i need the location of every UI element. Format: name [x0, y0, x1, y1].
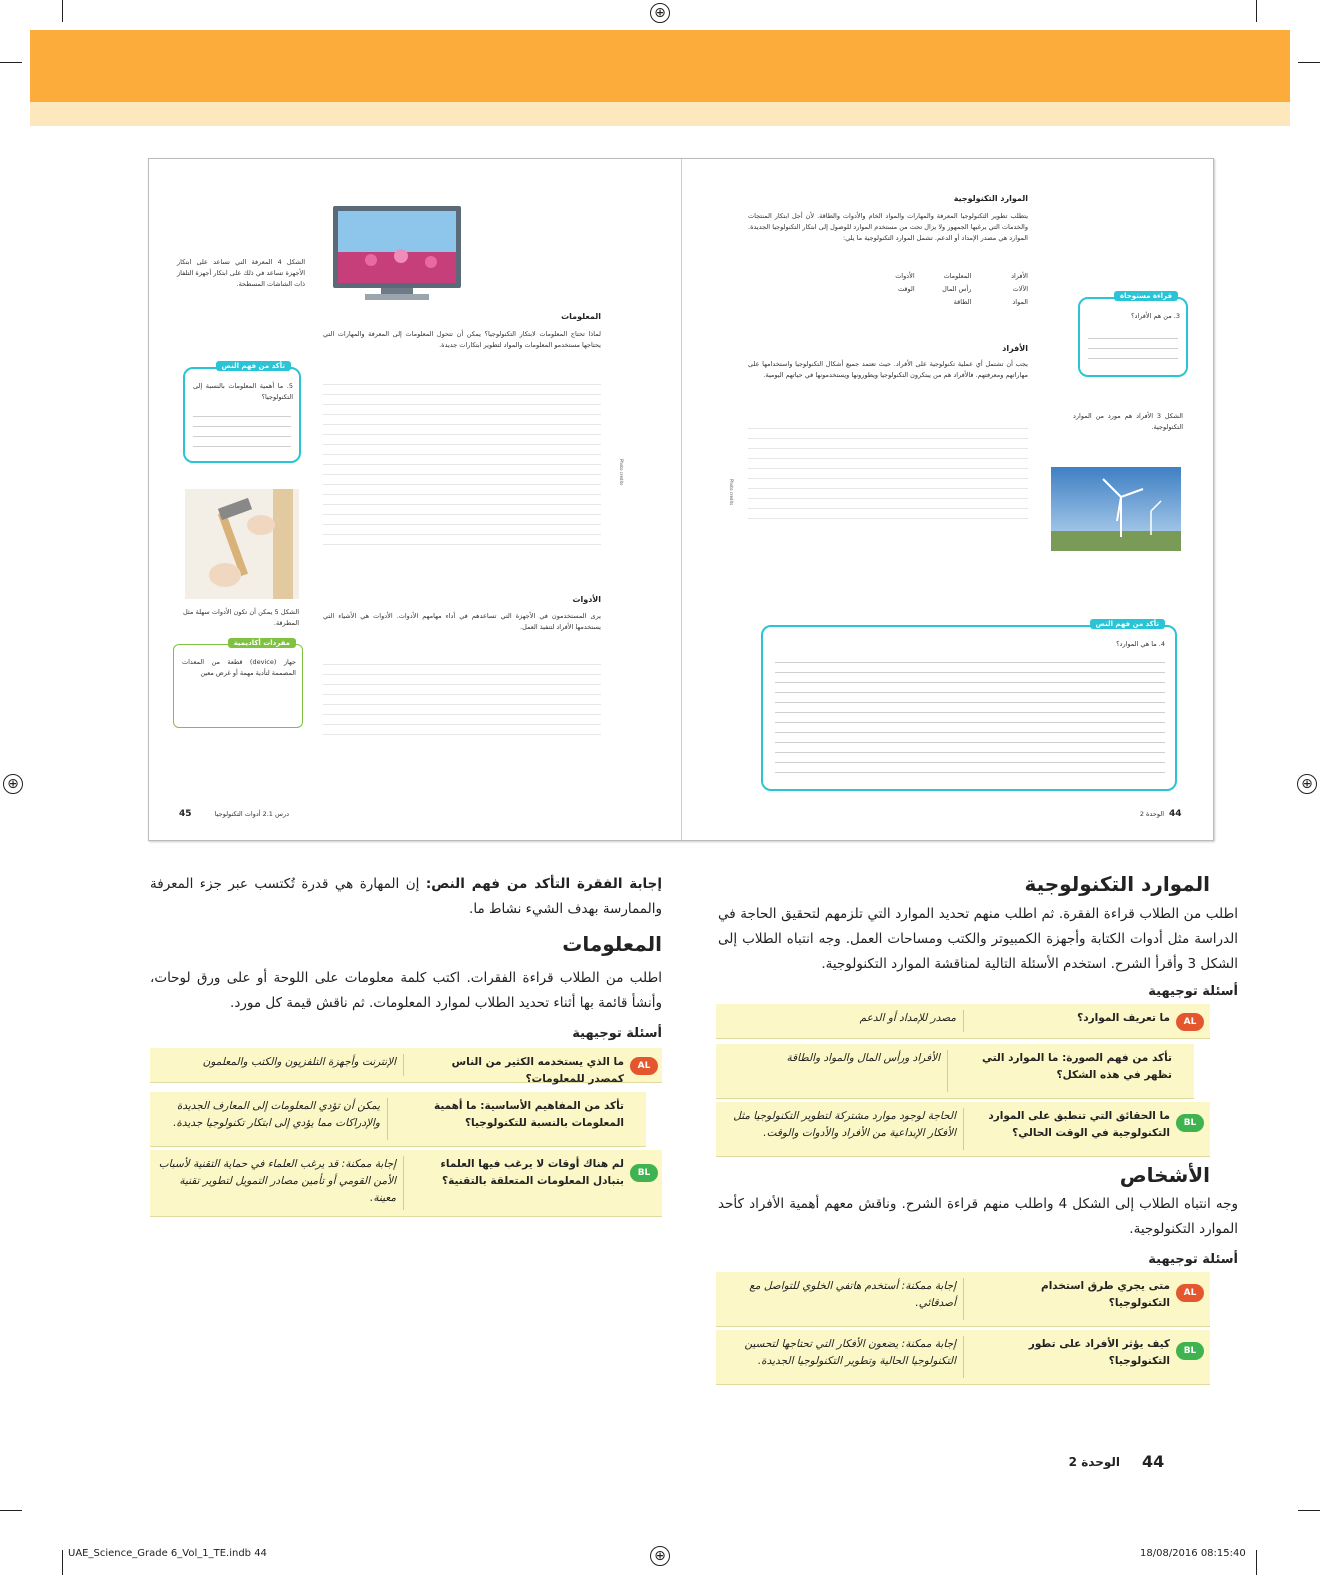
photo-credits: Photo credits: [619, 459, 624, 486]
crop-mark: [62, 1550, 63, 1575]
registration-mark-icon: ⊕: [3, 774, 23, 794]
header-banner-strip: [30, 102, 1290, 126]
bubble-tag: تأكد من فهم النص: [1090, 619, 1165, 629]
intro-paragraph: اطلب من الطلاب قراءة الفقرة. ثم اطلب منهم تحديد الموارد التي تلزمهم لتحقيق الحاجة في الدراسة مثل أدوات الكتابة وأجهزة الكمبيوتر والكتب ومساحات العمل. وجه انتباه الطلاب إلى الشكل 3 وأقرأ الشرح. استخدم الأسئلة التالية لمناقشة الموارد التكنولوجية.: [718, 906, 1238, 972]
crop-mark: [1256, 1550, 1257, 1575]
crop-mark: [1256, 0, 1257, 22]
thumb-check-bubble: [761, 620, 1177, 791]
thumb-page-number-right: 44: [1169, 809, 1182, 819]
bubble-question: 5. ما أهمية المعلومات بالنسبة إلى التكنولوجيا؟: [193, 382, 293, 401]
thumb-text-lines: [323, 375, 601, 545]
question-text: ما الحقائق التي تنطبق على الموارد التكنولوجية في الوقت الحالي؟: [988, 1110, 1170, 1139]
question-text: ما الذي يستخدمه الكثير من الناس كمصدر للمعلومات؟: [451, 1056, 624, 1085]
bullet-item: المواد: [1012, 298, 1028, 306]
crop-mark: [1298, 1510, 1320, 1511]
thumb-right-people-heading: الأفراد: [1002, 344, 1028, 353]
thumb-fig3-caption: الشكل 3 الأفراد هم مورد من الموارد التكنولوجية.: [1073, 412, 1183, 431]
section-title-people: الأشخاص: [1119, 1163, 1210, 1187]
information-paragraph: اطلب من الطلاب قراءة الفقرات. اكتب كلمة معلومات على اللوحة أو على ورق لوحات، وأنشأ قائمة بها أثناء تحديد الطلاب لموارد المعلومات. ثم ناقش قيمة كل مورد.: [150, 970, 662, 1011]
question-text: تأكد من المفاهيم الأساسية: ما أهمية المعلومات بالنسبة للتكنولوجيا؟: [433, 1100, 624, 1129]
thumb-text-lines: [323, 655, 601, 735]
bullet-item: الأفراد: [1011, 272, 1028, 280]
level-badge-al: AL: [630, 1057, 658, 1075]
thumb-right-text-lines: [748, 419, 1028, 519]
answer-lines: [193, 407, 291, 455]
bullet-item: الوقت: [898, 285, 915, 293]
thumb-unit-left: درس 2.1 أدوات التكنولوجيا: [214, 810, 289, 818]
thumb-fig4-caption: الشكل 4 المعرفة التي تساعد على ابتكار الأجهزة تساعد في ذلك على ابتكار أجهزة التلفاز ذات الشاشات المسطحة.: [177, 258, 306, 288]
hammer-photo: [185, 489, 299, 599]
thumb-question-bubble: [1078, 292, 1188, 377]
photo-credits: Photo credits: [729, 479, 734, 506]
question-text: كيف يؤثر الأفراد على تطور التكنولوجيا؟: [1028, 1338, 1170, 1367]
level-badge-al: AL: [1176, 1013, 1204, 1031]
bullet-item: الطاقة: [953, 298, 972, 306]
header-banner: [30, 30, 1290, 102]
check-answer-paragraph: [150, 872, 662, 922]
question-text: متى يجري طرق استخدام التكنولوجيا؟: [1041, 1280, 1170, 1309]
thumb-page-number-left: 45: [179, 809, 192, 819]
crop-mark: [0, 1510, 22, 1511]
answer-text: مصدر للإمداد أو الدعم: [859, 1012, 956, 1024]
column-divider: [403, 1054, 404, 1076]
answer-text: الحاجة لوجود موارد مشتركة لتطوير التكنولوجيا مثل الأفكار الإبداعية من الأفراد والأدوات والوقت.: [733, 1110, 956, 1139]
answer-text: إجابة ممكنة: يضعون الأفكار التي تحتاجها لتحسين التكنولوجيا الحالية وتطوير التكنولوجيا الجديدة.: [744, 1338, 956, 1367]
question-row: [150, 1150, 662, 1217]
section-title-tech-resources: الموارد التكنولوجية: [1024, 872, 1210, 896]
level-badge-al: AL: [1176, 1284, 1204, 1302]
thumb-unit-right: الوحدة 2: [1139, 810, 1164, 818]
bullet-item: المعلومات: [943, 272, 972, 280]
question-row: [716, 1330, 1210, 1385]
level-badge-bl: BL: [1176, 1114, 1204, 1132]
check-answer-text: إن المهارة هي قدرة تُكتسب عبر جزء المعرفة والممارسة بهدف الشيء نشاط ما.: [150, 876, 662, 917]
question-row: [716, 1004, 1210, 1039]
guide-questions-heading: أسئلة توجيهية: [1148, 984, 1238, 999]
question-row: [150, 1048, 662, 1083]
guide-questions-heading: أسئلة توجيهية: [572, 1026, 662, 1041]
registration-mark-icon: ⊕: [650, 1546, 670, 1566]
bullet-item: الآلات: [1012, 285, 1028, 293]
flat-screen-tv-image: [331, 204, 463, 304]
level-badge-bl: BL: [1176, 1342, 1204, 1360]
bubble-question: 4. ما هي الموارد؟: [1116, 640, 1165, 648]
crop-mark: [1298, 62, 1320, 63]
answer-text: يمكن أن تؤدي المعلومات إلى المعارف الجديدة والإدراكات مما يؤدي إلى ابتكار تكنولوجيا جديدة.: [173, 1100, 380, 1129]
thumb-info-heading: المعلومات: [561, 312, 601, 321]
answer-lines: [775, 653, 1165, 781]
thumb-check-bubble: [183, 362, 301, 463]
thumb-tools-heading: الأدوات: [572, 595, 601, 604]
registration-mark-icon: ⊕: [650, 3, 670, 23]
check-answer-label: إجابة الفقرة التأكد من فهم النص:: [425, 876, 662, 892]
column-divider: [947, 1050, 948, 1092]
print-date: 18/08/2016 08:15:40: [1140, 1548, 1246, 1559]
answer-text: إجابة ممكنة: قد يرغب العلماء في حماية التقنية لأسباب الأمن القومي أو تأمين مصادر التمويل لتطوير تقنية معينة.: [158, 1158, 396, 1204]
thumb-right-intro: يتطلب تطوير التكنولوجيا المعرفة والمهارات والمواد الخام والأدوات والطاقة. لأن أجل ابتكار المنتجات والخدمات التي يرغبها الجمهور ولا يزال تحت من مستخدم الموارد للوصول إلى ابتكار التكنولوجيا الجديدة. الموارد هي مصدر الإمداد أو الدعم. تشمل الموارد التكنولوجية ما يلي:: [748, 212, 1028, 242]
answer-text: إجابة ممكنة: أستخدم هاتفي الخلوي للتواصل مع أصدقائي.: [749, 1280, 956, 1309]
column-divider: [963, 1010, 964, 1032]
column-divider: [403, 1156, 404, 1210]
question-text: لم هناك أوقات لا يرغب فيها العلماء بتبادل المعلومات المتعلقة بالتقنية؟: [440, 1158, 624, 1187]
column-divider: [963, 1108, 964, 1150]
thumb-fig5-caption: الشكل 5 يمكن أن تكون الأدوات سهلة مثل المطرقة.: [183, 608, 300, 627]
registration-mark-icon: ⊕: [1297, 774, 1317, 794]
thumb-right-people-text: يجب أن تشتمل أي عملية تكنولوجية على الأفراد. حيث تعتمد جميع أشكال التكنولوجيا واستخدامها على مهاراتهم ومعرفتهم. فالأفراد هم من يبتكرون التكنولوجيا ويطورونها ويستخدمونها في حياتهم اليومية.: [748, 360, 1028, 379]
question-text: ما تعريف الموارد؟: [1077, 1012, 1170, 1024]
answer-text: الإنترنت وأجهزة التلفزيون والكتب والمعلمون: [202, 1056, 396, 1068]
spread-gutter: [681, 159, 682, 840]
bubble-tag: تأكد من فهم النص: [216, 361, 291, 371]
wind-turbine-photo: [1051, 467, 1181, 551]
bullet-item: الأدوات: [895, 272, 915, 280]
question-row: [150, 1092, 646, 1147]
thumb-tools-text: يرى المستخدمون في الأجهزة التي تساعدهم في أداء مهامهم الأدوات. الأدوات هي الأشياء التي يستخدمها الأفراد لتنفيذ العمل.: [323, 612, 601, 631]
bullet-item: رأس المال: [942, 285, 972, 293]
section-title-information: المعلومات: [562, 932, 662, 956]
page-thumbnail-spread: [148, 158, 1214, 841]
column-divider: [963, 1278, 964, 1320]
guide-questions-heading: أسئلة توجيهية: [1148, 1252, 1238, 1267]
answer-text: الأفراد ورأس المال والمواد والطاقة: [786, 1052, 940, 1064]
thumb-right-bullets: [868, 271, 1028, 308]
people-paragraph: وجه انتباه الطلاب إلى الشكل 4 واطلب منهم قراءة الشرح. وناقش معهم أهمية الأفراد كأحد الموارد التكنولوجية.: [718, 1196, 1238, 1237]
question-row: [716, 1272, 1210, 1327]
question-row: [716, 1044, 1194, 1099]
column-divider: [387, 1098, 388, 1140]
thumb-right-heading: الموارد التكنولوجية: [953, 194, 1028, 203]
vocab-box: [173, 639, 303, 728]
file-info: UAE_Science_Grade 6_Vol_1_TE.indb 44: [68, 1548, 267, 1559]
level-badge-bl: BL: [630, 1164, 658, 1182]
thumb-info-text: لماذا تحتاج المعلومات لابتكار التكنولوجيا؟ يمكن أن تتحول المعلومات إلى المعرفة والمهارات التي يحتاجها مستخدمو المعلومات والمواد لتطوير ابتكارات جديدة.: [323, 330, 601, 349]
bubble-tag: قراءة مستوحاة: [1114, 291, 1178, 301]
answer-lines: [1088, 329, 1178, 367]
page-number: 44: [1142, 1452, 1165, 1471]
bubble-question: 3. من هم الأفراد؟: [1131, 312, 1180, 320]
vocab-tag: مفردات أكاديمية: [228, 638, 296, 648]
column-divider: [963, 1336, 964, 1378]
unit-label: الوحدة 2: [1068, 1455, 1120, 1469]
crop-mark: [0, 62, 22, 63]
question-text: تأكد من فهم الصورة: ما الموارد التي تظهر في هذه الشكل؟: [982, 1052, 1172, 1081]
question-row: [716, 1102, 1210, 1157]
vocab-text: جهاز (device) قطعة من المعدات المصممة لتأدية مهمة أو غرض معين: [182, 658, 296, 677]
crop-mark: [62, 0, 63, 22]
